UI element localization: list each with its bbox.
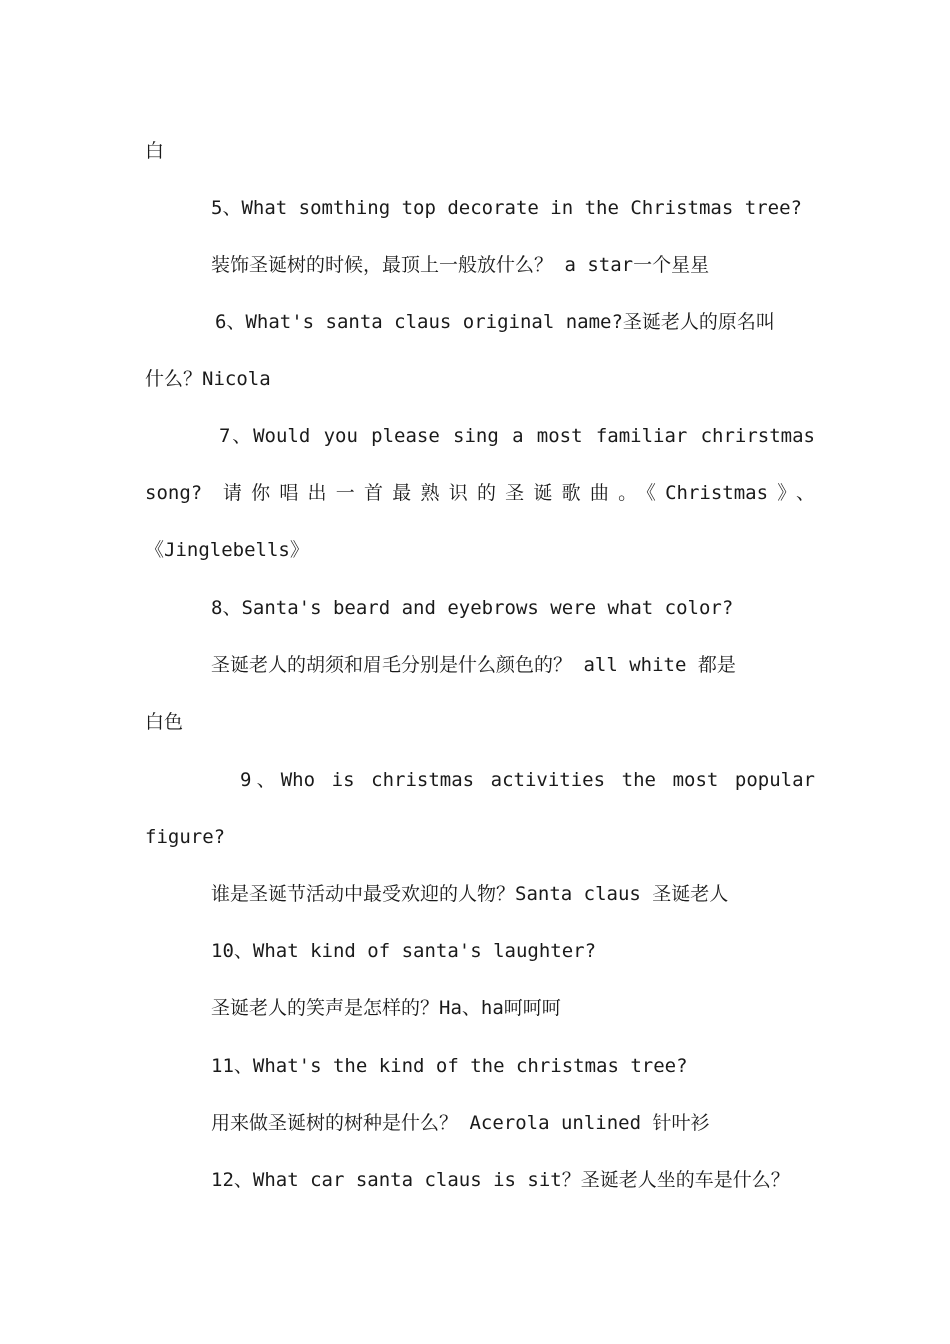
answer-7: 《Jinglebells》 — [145, 539, 309, 561]
answer-8-continued: 白色 — [145, 711, 184, 733]
question-7-continued: song? 请你唱出一首最熟识的圣诞歌曲。《Christmas》、 — [145, 482, 815, 504]
question-12: 12、What car santa claus is sit？圣诞老人坐的车是什么？ — [211, 1169, 790, 1191]
answer-5: 装饰圣诞树的时候，最顶上一般放什么？ a star一个星星 — [211, 254, 710, 276]
question-10: 10、What kind of santa's laughter? — [211, 940, 597, 962]
answer-8: 圣诞老人的胡须和眉毛分别是什么颜色的？ all white 都是 — [211, 654, 736, 676]
answer-11: 用来做圣诞树的树种是什么？ Acerola unlined 针叶衫 — [211, 1112, 710, 1134]
answer-9: 谁是圣诞节活动中最受欢迎的人物？Santa claus 圣诞老人 — [211, 883, 729, 905]
question-9: 9、Who is christmas activities the most popular — [240, 769, 815, 791]
question-7: 7、Would you please sing a most familiar chrirstmas — [219, 425, 815, 447]
question-6: 6、What's santa claus original name?圣诞老人的原名叫 — [215, 311, 775, 333]
question-11: 11、What's the kind of the christmas tree? — [211, 1055, 688, 1077]
question-8: 8、Santa's beard and eyebrows were what color? — [211, 597, 734, 619]
answer-10: 圣诞老人的笑声是怎样的？Ha、ha呵呵呵 — [211, 997, 561, 1019]
question-5: 5、What somthing top decorate in the Christmas tree? — [211, 197, 802, 219]
text-line: 白 — [145, 140, 165, 162]
answer-6: 什么？Nicola — [145, 368, 271, 390]
question-9-continued: figure? — [145, 826, 226, 848]
